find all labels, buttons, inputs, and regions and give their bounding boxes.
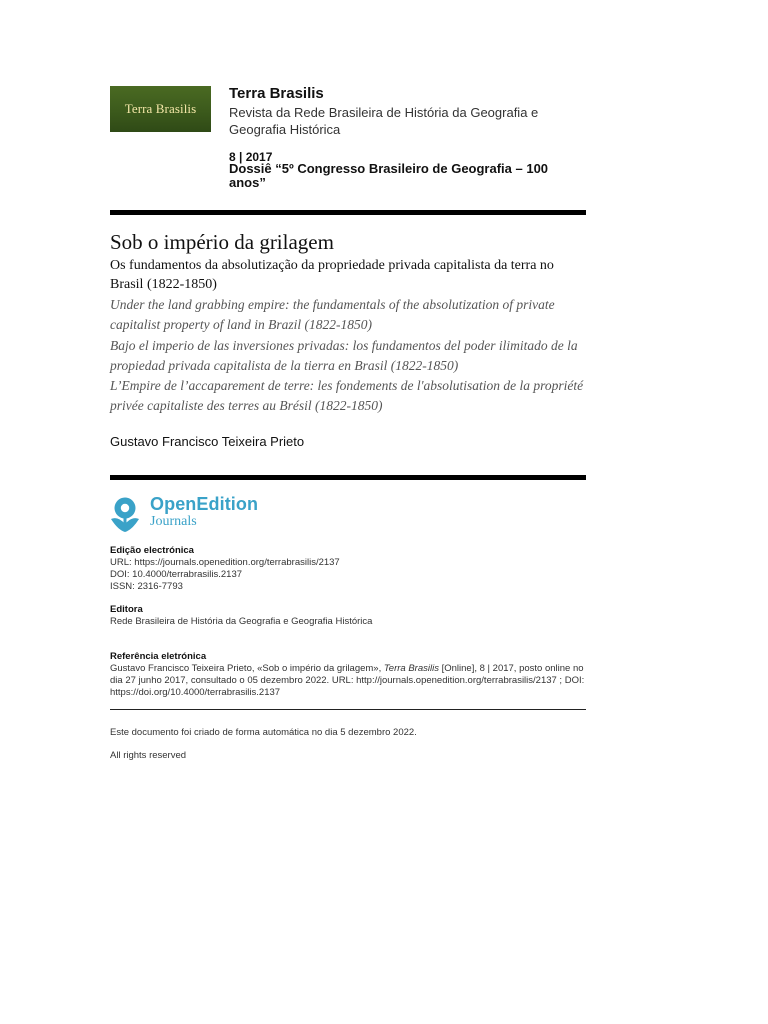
article-subtitle: Os fundamentos da absolutização da propriedade privada capitalista da terra no Brasil (1822-1850) — [110, 258, 554, 292]
edition-issn: ISSN: 2316-7793 — [110, 581, 183, 592]
issue-number: 8 | 2017 — [229, 150, 273, 164]
publisher-heading: Editora — [110, 604, 143, 615]
edition-url[interactable]: URL: https://journals.openedition.org/terrabrasilis/2137 — [110, 557, 340, 568]
journal-subtitle: Revista da Rede Brasileira de História da Geografia e Geografia Histórica — [229, 105, 539, 137]
middle-divider — [110, 475, 586, 480]
journal-logo-text: Terra Brasilis — [124, 101, 197, 116]
rights-note: All rights reserved — [110, 750, 187, 761]
reference-text-end[interactable]: [Online], 8 | 2017, posto online no dia 27 junho 2017, consultado o 05 dezembro 2022. URL: http://journals.openedition.org/terrabrasilis/2137 ; DOI: https://doi.org/10.4000/terrabrasilis.2137 — [110, 663, 585, 698]
reference-heading: Referência eletrónica — [110, 651, 207, 662]
edition-doi[interactable]: DOI: 10.4000/terrabrasilis.2137 — [110, 569, 243, 580]
alt-title-french: L’Empire de l’accaparement de terre: les fondements de l'absolutisation de la propriété privée capitaliste des terres au Brésil (1822-1850) — [110, 378, 584, 414]
edition-heading: Edição electrónica — [110, 545, 194, 556]
creation-note: Este documento foi criado de forma automática no dia 5 dezembro 2022. — [110, 727, 417, 738]
bottom-divider — [110, 709, 586, 710]
reference-block — [110, 651, 586, 699]
reference-text-start: Gustavo Francisco Teixeira Prieto, «Sob o império da grilagem», — [110, 663, 384, 674]
reference-text — [110, 663, 586, 699]
alternate-titles — [110, 295, 586, 417]
openedition-logo-icon — [108, 494, 148, 534]
top-divider — [110, 210, 586, 215]
openedition-name: OpenEdition — [150, 494, 259, 514]
article-author: Gustavo Francisco Teixeira Prieto — [110, 434, 305, 449]
reference-journal: Terra Brasilis — [383, 663, 439, 674]
journal-title: Terra Brasilis — [229, 85, 324, 102]
alt-title-spanish: Bajo el imperio de las inversiones privadas: los fundamentos del poder ilimitado de la propiedad privada capitalista de la tierra en Brasil (1822-1850) — [110, 337, 578, 373]
journal-logo — [110, 86, 211, 132]
edition-block — [110, 545, 586, 593]
publisher-name: Rede Brasileira de História da Geografia e Geografia Histórica — [110, 616, 373, 627]
openedition-journals: Journals — [150, 514, 197, 529]
alt-title-english: Under the land grabbing empire: the fundamentals of the absolutization of private capitalist property of land in Brazil (1822-1850) — [110, 297, 555, 333]
publisher-block — [110, 604, 586, 628]
dossier-title: Dossiê “5º Congresso Brasileiro de Geografia – 100 anos” — [229, 161, 549, 190]
article-title: Sob o império da grilagem — [110, 230, 334, 254]
